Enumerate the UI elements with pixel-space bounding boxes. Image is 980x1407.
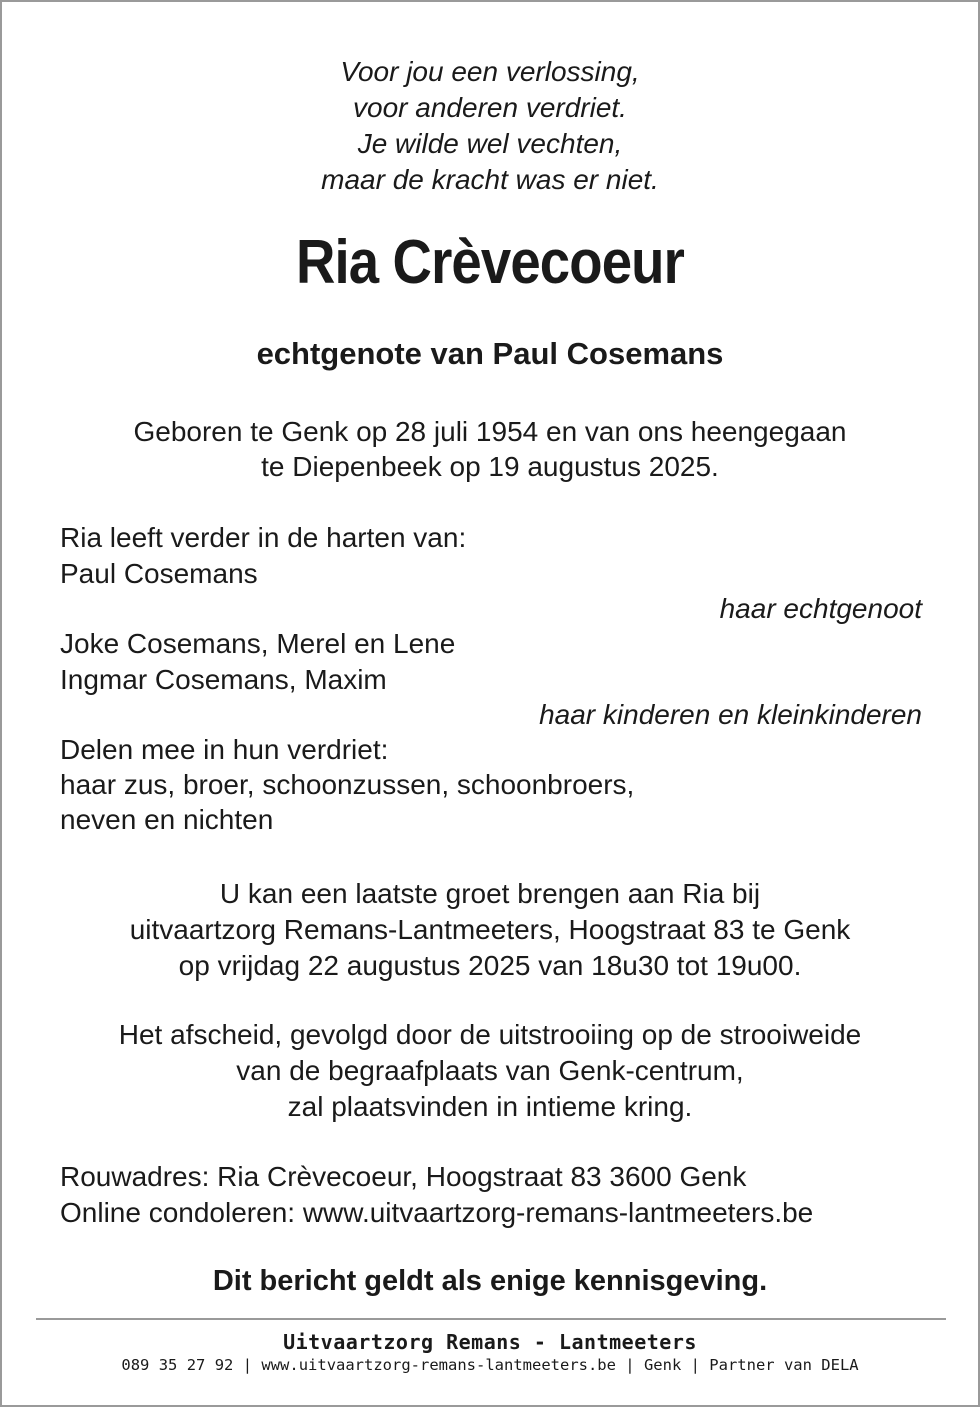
survivor-spouse-role: haar echtgenoot xyxy=(719,593,922,624)
survivors-intro: Ria leeft verder in de harten van: xyxy=(60,522,467,553)
funeral-home-details: 089 35 27 92 | www.uitvaartzorg-remans-lantmeeters.be | Genk | Partner van DELA xyxy=(121,1356,859,1374)
survivor-child: Ingmar Cosemans, Maxim xyxy=(60,664,387,695)
birth-death-line: Geboren te Genk op 28 juli 1954 en van ons heengegaan xyxy=(133,416,847,447)
visitation-line: U kan een laatste groet brengen aan Ria bij xyxy=(219,878,761,909)
survivor-others-line: Delen mee in hun verdriet: xyxy=(60,734,389,765)
farewell-line: van de begraafplaats van Genk-centrum, xyxy=(236,1055,744,1086)
spouse-line: echtgenote van Paul Cosemans xyxy=(256,336,724,371)
online-condolence: Online condoleren: www.uitvaartzorg-remans-lantmeeters.be xyxy=(60,1197,814,1228)
condolence-address: Rouwadres: Ria Crèvecoeur, Hoogstraat 83 3600 Genk xyxy=(60,1161,747,1192)
birth-death-line: te Diepenbeek op 19 augustus 2025. xyxy=(261,451,719,482)
farewell-line: zal plaatsvinden in intieme kring. xyxy=(287,1091,693,1122)
poem-line: Voor jou een verlossing, xyxy=(340,56,640,87)
survivor-others-line: haar zus, broer, schoonzussen, schoonbroers, xyxy=(60,769,635,800)
deceased-name: Ria Crèvecoeur xyxy=(296,228,684,297)
visitation-text xyxy=(2,876,978,984)
survivor-others-line: neven en nichten xyxy=(60,804,274,835)
funeral-home-name: Uitvaartzorg Remans - Lantmeeters xyxy=(283,1330,697,1354)
poem-line: Je wilde wel vechten, xyxy=(357,128,623,159)
visitation-line: op vrijdag 22 augustus 2025 van 18u30 tot 19u00. xyxy=(178,950,802,981)
survivor-children-role: haar kinderen en kleinkinderen xyxy=(539,699,922,730)
survivor-child: Joke Cosemans, Merel en Lene xyxy=(60,628,456,659)
survivor-spouse-name: Paul Cosemans xyxy=(60,558,258,589)
birth-death-text xyxy=(2,414,978,484)
notice-text: Dit bericht geldt als enige kennisgeving. xyxy=(212,1265,768,1297)
poem xyxy=(2,54,978,198)
visitation-line: uitvaartzorg Remans-Lantmeeters, Hoogstraat 83 te Genk xyxy=(129,914,851,945)
poem-line: maar de kracht was er niet. xyxy=(321,164,659,195)
farewell-text xyxy=(2,1017,978,1125)
farewell-line: Het afscheid, gevolgd door de uitstrooiing op de strooiweide xyxy=(118,1019,862,1050)
poem-line: voor anderen verdriet. xyxy=(353,92,627,123)
footer-divider xyxy=(36,1318,946,1320)
